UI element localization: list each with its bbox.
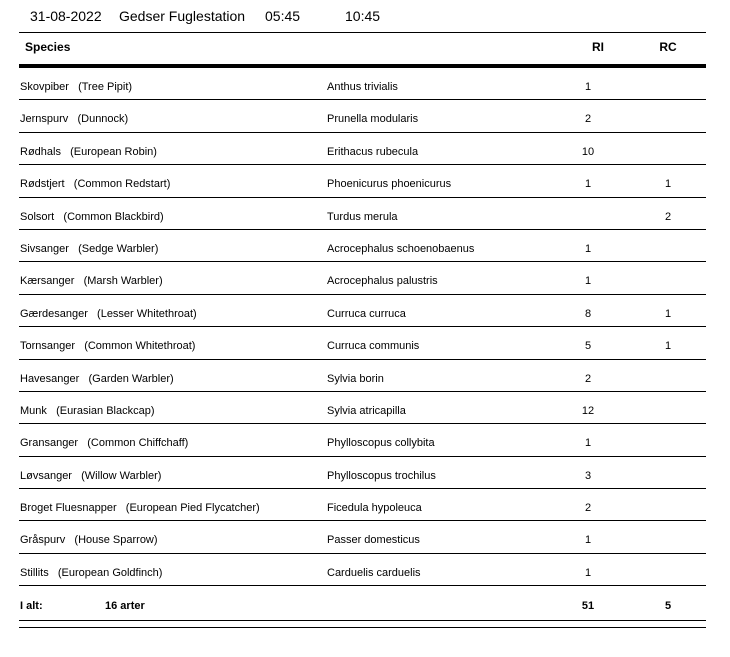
- latin-name: Sylvia borin: [327, 372, 384, 385]
- station-name: Gedser Fuglestation: [119, 8, 246, 24]
- report-date: 31-08-2022: [30, 8, 102, 24]
- latin-name: Turdus merula: [327, 210, 398, 223]
- species-name: Broget Fluesnapper (European Pied Flycatcher): [20, 502, 260, 515]
- table-row: [19, 133, 706, 165]
- total-label: I alt:: [20, 600, 43, 612]
- footer-divider-1: [19, 620, 706, 621]
- latin-name: Prunella modularis: [327, 113, 419, 126]
- ri-count: 2: [584, 502, 592, 515]
- table-row: [19, 554, 706, 586]
- species-name: Tornsanger (Common Whitethroat): [20, 340, 196, 353]
- ri-count: 10: [581, 145, 595, 158]
- start-time: 05:45: [265, 8, 301, 24]
- table-row: [19, 100, 706, 132]
- footer-divider-2: [19, 627, 706, 628]
- ri-count: 1: [584, 242, 592, 255]
- report-header: [0, 0, 730, 32]
- ri-count: 1: [584, 178, 592, 191]
- table-header: [19, 32, 706, 62]
- ri-count: 3: [584, 469, 592, 482]
- rc-count: 1: [664, 178, 672, 191]
- species-name: Rødhals (European Robin): [20, 145, 157, 158]
- species-name: Rødstjert (Common Redstart): [20, 178, 171, 191]
- ri-count: 12: [581, 404, 595, 417]
- latin-name: Phylloscopus trochilus: [327, 469, 436, 482]
- latin-name: Acrocephalus palustris: [327, 275, 438, 288]
- latin-name: Ficedula hypoleuca: [327, 502, 422, 515]
- rc-count: 1: [664, 307, 672, 320]
- species-name: Solsort (Common Blackbird): [20, 210, 164, 223]
- ri-count: 5: [584, 340, 592, 353]
- rc-count: 1: [664, 340, 672, 353]
- latin-name: Passer domesticus: [327, 534, 420, 547]
- latin-name: Acrocephalus schoenobaenus: [327, 242, 475, 255]
- end-time: 10:45: [345, 8, 381, 24]
- latin-name: Sylvia atricapilla: [327, 404, 406, 417]
- species-name: Sivsanger (Sedge Warbler): [20, 242, 159, 255]
- latin-name: Curruca communis: [327, 340, 420, 353]
- species-count: 16 arter: [105, 600, 145, 612]
- latin-name: Phoenicurus phoenicurus: [327, 178, 452, 191]
- latin-name: Phylloscopus collybita: [327, 437, 435, 450]
- species-name: Havesanger (Garden Warbler): [20, 372, 174, 385]
- table-row: [19, 489, 706, 521]
- ri-count: 1: [584, 566, 592, 579]
- ri-count: 1: [584, 437, 592, 450]
- table-row: [19, 392, 706, 424]
- total-ri: 51: [581, 600, 595, 612]
- ri-count: 2: [584, 113, 592, 126]
- species-name: Skovpiber (Tree Pipit): [20, 81, 133, 93]
- table-row: [19, 424, 706, 456]
- column-header-rc: RC: [659, 40, 677, 54]
- species-name: Stillits (European Goldfinch): [20, 566, 163, 579]
- table-row: [19, 457, 706, 489]
- table-row: [19, 521, 706, 553]
- table-row: [19, 68, 706, 100]
- latin-name: Erithacus rubecula: [327, 145, 419, 158]
- table-row: [19, 230, 706, 262]
- table-row: [19, 262, 706, 294]
- table-row: [19, 198, 706, 230]
- species-name: Gærdesanger (Lesser Whitethroat): [20, 307, 197, 320]
- table-body: [19, 68, 706, 586]
- ri-count: 1: [584, 81, 592, 93]
- column-header-species: Species: [25, 40, 71, 54]
- species-name: Gransanger (Common Chiffchaff): [20, 437, 189, 450]
- ri-count: 1: [584, 275, 592, 288]
- latin-name: Curruca curruca: [327, 307, 406, 320]
- ri-count: 2: [584, 372, 592, 385]
- latin-name: Anthus trivialis: [327, 81, 398, 93]
- column-header-ri: RI: [592, 40, 604, 54]
- table-row: [19, 165, 706, 197]
- table-row: [19, 360, 706, 392]
- rc-count: 2: [664, 210, 672, 223]
- latin-name: Carduelis carduelis: [327, 566, 421, 579]
- table-row: [19, 327, 706, 359]
- ri-count: 1: [584, 534, 592, 547]
- species-name: Kærsanger (Marsh Warbler): [20, 275, 163, 288]
- species-name: Jernspurv (Dunnock): [20, 113, 129, 126]
- ri-count: 8: [584, 307, 592, 320]
- species-name: Gråspurv (House Sparrow): [20, 534, 158, 547]
- species-name: Munk (Eurasian Blackcap): [20, 404, 155, 417]
- species-name: Løvsanger (Willow Warbler): [20, 469, 162, 482]
- table-row: [19, 295, 706, 327]
- total-rc: 5: [664, 600, 672, 612]
